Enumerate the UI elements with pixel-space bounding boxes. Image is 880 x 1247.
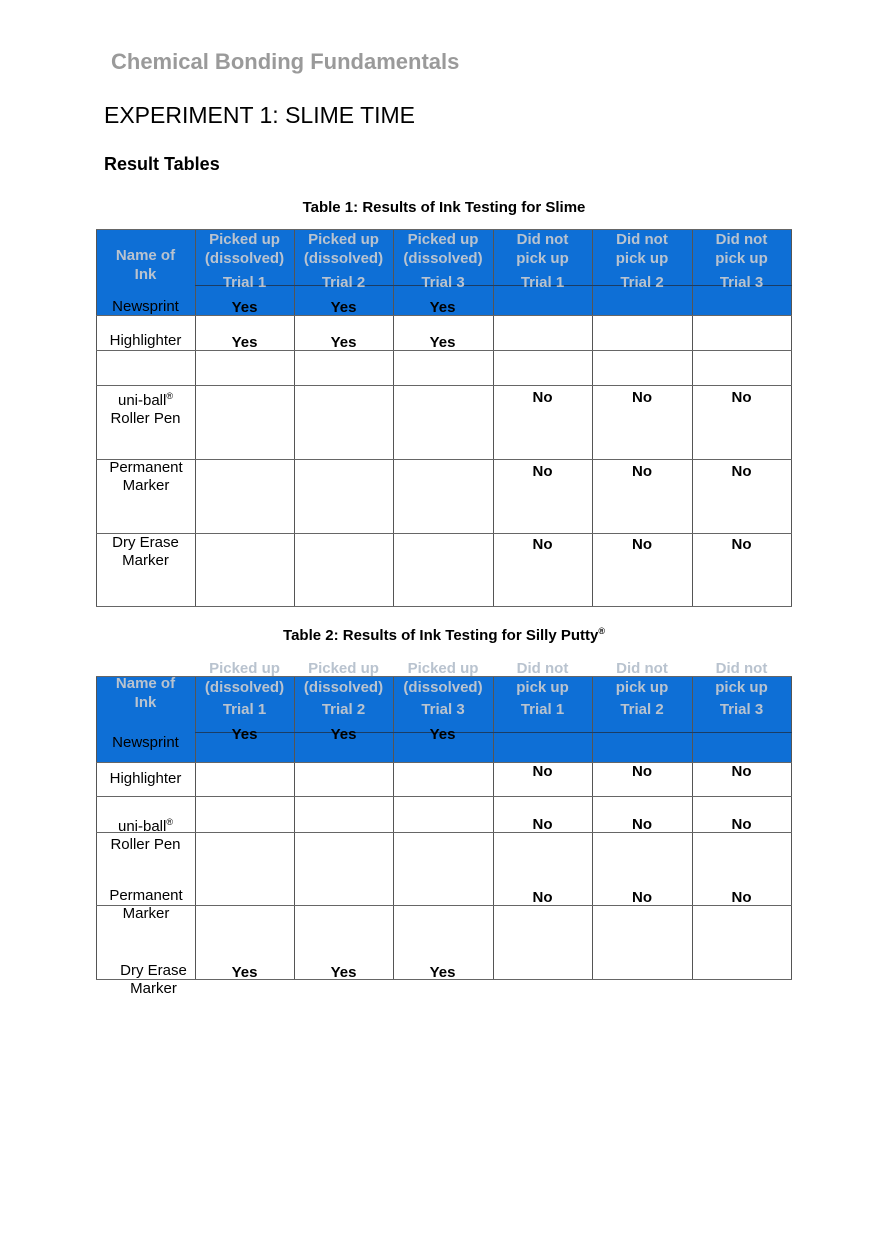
table1-header-col4-trial: Trial 1 xyxy=(520,274,565,291)
table1-dryerase-c6: No xyxy=(731,536,752,553)
table2-header-col2: Picked up (dissolved) xyxy=(303,660,384,696)
section-title: Result Tables xyxy=(104,154,220,174)
table2-header-col2-trial: Trial 2 xyxy=(321,701,366,718)
table1-header-col1-trial: Trial 1 xyxy=(222,274,267,291)
table2-uniball-c6: No xyxy=(731,816,752,833)
table1-highlighter-c1: Yes xyxy=(231,334,258,351)
table1-caption: Table 1: Results of Ink Testing for Slime xyxy=(302,199,586,216)
table1-newsprint-c3: Yes xyxy=(429,299,456,316)
table1-dryerase-c5: No xyxy=(632,536,652,553)
table1-newsprint-c2: Yes xyxy=(330,299,357,316)
table2-dryerase-c1: Yes xyxy=(231,964,258,981)
table2-newsprint-c1: Yes xyxy=(231,726,258,743)
table2-newsprint-c3: Yes xyxy=(429,726,456,743)
table1-uniball-c5: No xyxy=(632,389,652,406)
table1-header-col5: Did not pick up xyxy=(615,231,669,267)
table2-row-newsprint-name: Newsprint xyxy=(112,734,179,751)
table2-highlighter-c5: No xyxy=(632,763,652,780)
table2-header-col3: Picked up (dissolved) xyxy=(403,660,483,696)
table1-row-uniball-name: uni-ball® Roller Pen xyxy=(110,391,181,427)
table1 xyxy=(96,229,792,607)
table2-permanent-c6: No xyxy=(731,889,752,906)
table2-row-uniball-name: uni-ball® Roller Pen xyxy=(110,817,181,853)
table1-header-col1: Picked up (dissolved) xyxy=(204,231,285,267)
table2-row-dryerase-name: Dry Erase Marker xyxy=(120,962,187,997)
table2-uniball-c4: No xyxy=(532,816,553,833)
table1-permanent-c4: No xyxy=(532,463,553,480)
table1-row-newsprint-name: Newsprint xyxy=(112,298,179,315)
table2-header-col4: Did not pick up xyxy=(516,660,569,696)
experiment-title: EXPERIMENT 1: SLIME TIME xyxy=(104,102,416,128)
table2-permanent-c5: No xyxy=(632,889,652,906)
table1-highlighter-c2: Yes xyxy=(330,334,357,351)
table1-permanent-c5: No xyxy=(632,463,652,480)
table2-uniball-c5: No xyxy=(632,816,652,833)
table2-highlighter-c4: No xyxy=(532,763,553,780)
table2-header-col5-trial: Trial 2 xyxy=(620,701,664,718)
table1-permanent-c6: No xyxy=(731,463,752,480)
table1-row-permanent-name: Permanent Marker xyxy=(109,459,183,494)
table2-dryerase-c2: Yes xyxy=(330,964,357,981)
table1-header-col4: Did not pick up xyxy=(516,231,569,267)
table1-dryerase-c4: No xyxy=(532,536,553,553)
table1-highlighter-c3: Yes xyxy=(429,334,456,351)
table1-header-col6-trial: Trial 3 xyxy=(719,274,764,291)
table2-row-highlighter-name: Highlighter xyxy=(109,770,182,787)
table1-header-col3-trial: Trial 3 xyxy=(421,274,465,291)
table1-uniball-c4: No xyxy=(532,389,553,406)
table2-header-col6: Did not pick up xyxy=(715,660,768,696)
table2-header-col4-trial: Trial 1 xyxy=(520,701,565,718)
table1-uniball-c6: No xyxy=(731,389,752,406)
table1-header-name-of-ink: Name of Ink xyxy=(115,247,176,283)
table1-row-highlighter-name: Highlighter xyxy=(109,332,182,349)
running-head: Chemical Bonding Fundamentals xyxy=(111,49,460,74)
table2-header-col5: Did not pick up xyxy=(615,660,669,696)
table2-dryerase-c3: Yes xyxy=(429,964,456,981)
table2-caption: Table 2: Results of Ink Testing for Silly Putty® xyxy=(283,626,605,644)
table2-newsprint-c2: Yes xyxy=(330,726,357,743)
table2 xyxy=(96,658,792,980)
table2-row-permanent-name: Permanent Marker xyxy=(109,887,183,922)
table1-header-col6: Did not pick up xyxy=(715,231,768,267)
table2-header-col6-trial: Trial 3 xyxy=(719,701,764,718)
table2-header-col1-trial: Trial 1 xyxy=(222,701,267,718)
table1-header-col2-trial: Trial 2 xyxy=(321,274,366,291)
table2-highlighter-c6: No xyxy=(731,763,752,780)
table1-row-dryerase-name: Dry Erase Marker xyxy=(112,534,179,569)
table1-newsprint-c1: Yes xyxy=(231,299,258,316)
table2-header-col3-trial: Trial 3 xyxy=(421,701,465,718)
table2-header-name-of-ink: Name of Ink xyxy=(115,675,176,711)
table1-header-col5-trial: Trial 2 xyxy=(620,274,664,291)
table2-header-col1: Picked up (dissolved) xyxy=(204,660,285,696)
table1-header-col3: Picked up (dissolved) xyxy=(403,231,483,267)
table1-header-col2: Picked up (dissolved) xyxy=(303,231,384,267)
table2-permanent-c4: No xyxy=(532,889,553,906)
